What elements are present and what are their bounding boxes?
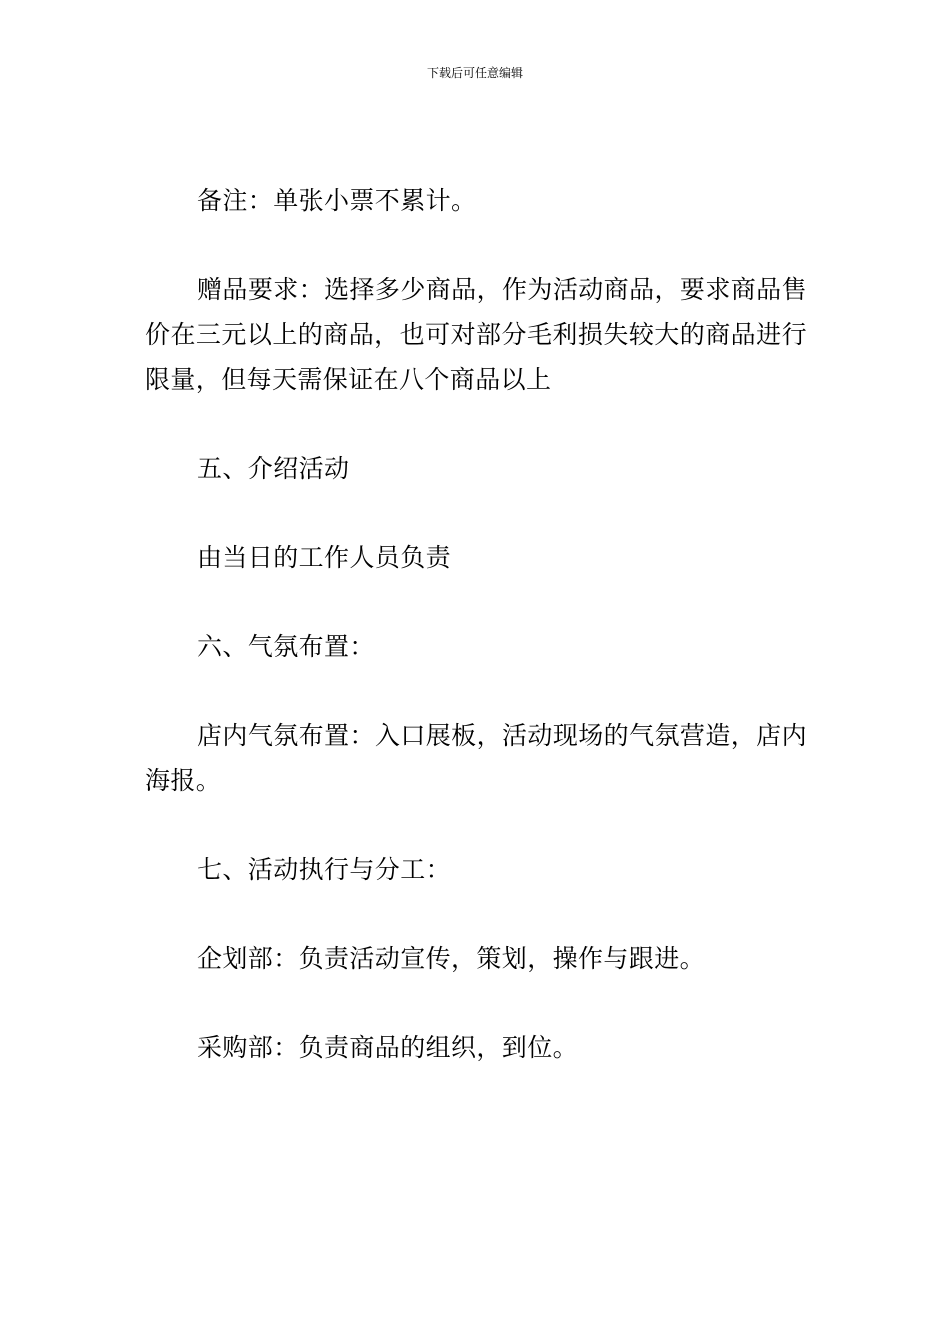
- paragraph-gift-requirements: 赠品要求：选择多少商品，作为活动商品，要求商品售价在三元以上的商品，也可对部分毛利损失较大的商品进行限量，但每天需保证在八个商品以上: [145, 275, 807, 394]
- paragraph-store-atmosphere: 店内气氛布置：入口展板，活动现场的气氛营造，店内海报。: [145, 721, 807, 795]
- page-header: 下载后可任意编辑: [426, 66, 523, 80]
- document-body: [145, 178, 807, 1114]
- section-heading-7: 七、活动执行与分工：: [197, 855, 452, 884]
- paragraph-note: 备注：单张小票不累计。: [197, 186, 477, 215]
- paragraph-staff-responsibility: 由当日的工作人员负责: [197, 543, 452, 572]
- paragraph-planning-dept: 企划部：负责活动宣传，策划，操作与跟进。: [197, 944, 706, 973]
- paragraph-purchasing-dept: 采购部：负责商品的组织，到位。: [197, 1033, 579, 1062]
- section-heading-5: 五、介绍活动: [197, 454, 350, 483]
- section-heading-6: 六、气氛布置：: [197, 632, 375, 661]
